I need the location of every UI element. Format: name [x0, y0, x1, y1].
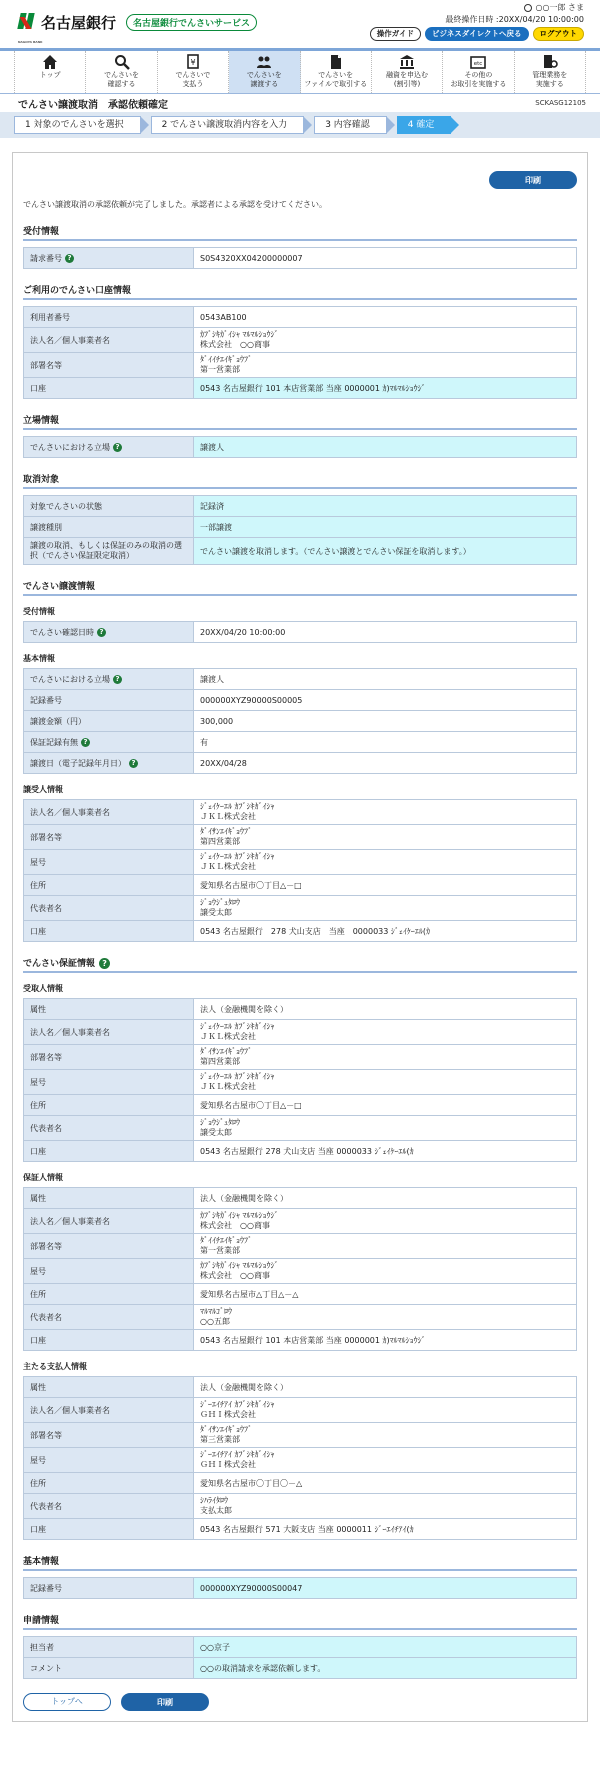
user-name: ○○一郎 さま: [535, 3, 584, 12]
table-cell: 代表者名: [24, 1494, 194, 1519]
section-reception: 受付情報: [23, 224, 577, 241]
screen-id: SCKASG12105: [535, 99, 586, 107]
table-cell: 代表者名: [24, 1116, 194, 1141]
table-row: [24, 1259, 577, 1284]
nav-transfer[interactable]: [229, 51, 300, 93]
table-row: [24, 1398, 577, 1423]
nav-top[interactable]: [14, 51, 86, 93]
print-button-bottom[interactable]: 印刷: [121, 1693, 209, 1711]
table-row: [24, 1070, 577, 1095]
table-cell: 000000XYZ90000S00047: [194, 1578, 577, 1599]
cancel-table: [23, 495, 577, 565]
section-cancel-target: 取消対象: [23, 472, 577, 489]
bank-logo[interactable]: [18, 12, 257, 44]
table-row: [24, 1494, 577, 1519]
table-row: [24, 896, 577, 921]
text-label: 第三営業部: [200, 1435, 240, 1444]
table-cell: 20XX/04/20 10:00:00: [194, 622, 577, 643]
table-cell: 屋号: [24, 1070, 194, 1095]
people-icon: [256, 54, 272, 70]
table-cell: 20XX/04/28: [194, 753, 577, 774]
help-icon[interactable]: ?: [113, 443, 122, 452]
table-row: [24, 517, 577, 538]
text-label: 譲渡する: [250, 80, 279, 88]
guide-button[interactable]: 操作ガイド: [370, 27, 421, 41]
section-basic: 基本情報: [23, 1554, 577, 1571]
position-table: [23, 436, 577, 458]
text-label: ＪＫＬ株式会社: [200, 862, 256, 871]
text-label: 株式会社 ○○商事: [200, 340, 270, 349]
table-cell: 法人名／個人事業者名: [24, 1020, 194, 1045]
nav-label: でんさいを: [318, 71, 354, 79]
table-cell: 記録済: [194, 496, 577, 517]
table-row: [24, 690, 577, 711]
table-cell: 譲渡の取消、もしくは保証のみの取消の選択（でんさい保証限定取消）: [24, 538, 194, 565]
table-cell: 代表者名: [24, 1305, 194, 1330]
text-label: ｼﾞｪｲｹｰｴﾙ ｶﾌﾞｼｷｶﾞｲｼｬ: [200, 1072, 275, 1081]
text-label: ﾀﾞｲｻﾝｴｲｷﾞｮｳﾌﾞ: [200, 827, 252, 836]
table-cell: 0543 名古屋銀行 571 大阪支店 当座 0000011 ｼﾞｰｴｲﾁｱｲ(ｶ: [194, 1519, 577, 1540]
table-cell: 担当者: [24, 1637, 194, 1658]
table-cell: 愛知県名古屋市△丁目△－△: [194, 1284, 577, 1305]
nav-file[interactable]: [301, 51, 372, 93]
step-1: 1 対象のでんさいを選択: [14, 116, 141, 134]
help-icon[interactable]: ?: [129, 759, 138, 768]
search-icon: [114, 54, 130, 70]
text-label: 第四営業部: [200, 837, 240, 846]
header: [0, 0, 600, 48]
basic-table: [23, 1577, 577, 1599]
step-3: 3 内容確認: [314, 116, 387, 134]
table-cell: 法人名／個人事業者名: [24, 800, 194, 825]
table-cell: 記録番号: [24, 1578, 194, 1599]
table-row: [24, 1658, 577, 1679]
text-label: ｶﾌﾞｼｷｶﾞｲｼｬ ﾏﾙﾏﾙｼｮｳｼﾞ: [200, 330, 279, 339]
completion-notice: でんさい譲渡取消の承認依頼が完了しました。承認者による承認を受けてください。: [23, 200, 327, 209]
table-row: [24, 328, 577, 353]
text-label: ｼﾞｮｳｼﾞｭﾀﾛｳ: [200, 1118, 240, 1127]
svg-text:etc: etc: [474, 61, 483, 67]
page-title: でんさい譲渡取消 承認依頼確定: [18, 99, 168, 111]
table-cell: 利用者番号: [24, 307, 194, 328]
help-icon[interactable]: ?: [65, 254, 74, 263]
table-row: [24, 1234, 577, 1259]
text-label: でんさいにおける立場: [30, 674, 110, 684]
payer-table: [23, 1376, 577, 1540]
table-cell: 0543 名古屋銀行 278 犬山支店 当座 0000033 ｼﾞｪｲｹｰｴﾙ(ｶ: [194, 1141, 577, 1162]
bank-logo-mark: [18, 13, 43, 44]
nav-label: その他の: [464, 71, 493, 79]
table-cell: 譲渡種別: [24, 517, 194, 538]
home-icon: [42, 54, 58, 70]
table-row: [24, 378, 577, 399]
table-cell: でんさい譲渡を取消します。（でんさい譲渡とでんさい保証を取消します。）: [194, 538, 577, 565]
nav-confirm[interactable]: [86, 51, 157, 93]
nav-label: でんさいで: [175, 71, 211, 79]
help-icon[interactable]: ?: [99, 958, 110, 969]
table-cell: 法人名／個人事業者名: [24, 1398, 194, 1423]
user-icon: [524, 4, 532, 12]
svg-text:¥: ¥: [190, 58, 196, 67]
table-cell: 法人名／個人事業者名: [24, 328, 194, 353]
text-label: お取引を実施する: [450, 80, 507, 88]
section-guarantee: [23, 956, 577, 973]
nav-label: でんさいを: [246, 71, 282, 79]
table-cell: 属性: [24, 1377, 194, 1398]
payment-icon: [185, 54, 201, 70]
text-label: ＧＨＩ株式会社: [200, 1410, 256, 1419]
text-label: 保証記録有無: [30, 737, 78, 747]
global-nav: [0, 48, 600, 94]
bank-icon: [399, 54, 415, 70]
section-application: 申請情報: [23, 1613, 577, 1630]
nav-label: 管理業務を: [532, 71, 568, 79]
table-row: [24, 711, 577, 732]
table-row: [24, 921, 577, 942]
text-label: 保証人情報: [23, 1173, 63, 1182]
table-cell: 住所: [24, 1473, 194, 1494]
text-label: ﾀﾞｲｲﾁｴｲｷﾞｮｳﾌﾞ: [200, 1236, 252, 1245]
text-label: ｶﾌﾞｼｷｶﾞｲｼｬ ﾏﾙﾏﾙｼｮｳｼﾞ: [200, 1211, 279, 1220]
text-label: ﾏﾙﾏﾙｺﾞﾛｳ: [200, 1307, 232, 1316]
table-cell: S0S4320XX04200000007: [194, 248, 577, 269]
table-row: [24, 999, 577, 1020]
business-direct-button[interactable]: ビジネスダイレクトへ戻る: [425, 27, 528, 41]
text-label: ﾀﾞｲｻﾝｴｲｷﾞｮｳﾌﾞ: [200, 1425, 252, 1434]
table-row: [24, 1423, 577, 1448]
table-cell: 部署名等: [24, 1423, 194, 1448]
table-cell: 0543 名古屋銀行 101 本店営業部 当座 0000001 ｶ)ﾏﾙﾏﾙｼｮｳｼﾞ: [194, 378, 577, 399]
table-row: [24, 622, 577, 643]
table-cell: 属性: [24, 1188, 194, 1209]
text-label: 支払う: [182, 80, 204, 88]
account-table: [23, 306, 577, 399]
table-cell: 部署名等: [24, 1045, 194, 1070]
table-cell: 部署名等: [24, 825, 194, 850]
table-cell: 口座: [24, 1141, 194, 1162]
table-cell: 000000XYZ90000S00005: [194, 690, 577, 711]
text-label: ﾀﾞｲｻﾝｴｲｷﾞｮｳﾌﾞ: [200, 1047, 252, 1056]
help-icon[interactable]: ?: [97, 628, 106, 637]
table-cell: 屋号: [24, 850, 194, 875]
text-label: 譲渡日（電子記録年月日）: [30, 758, 126, 768]
table-row: [24, 1209, 577, 1234]
table-row: [24, 850, 577, 875]
user-area: [445, 2, 584, 25]
table-cell: 法人名／個人事業者名: [24, 1209, 194, 1234]
table-cell: 一部譲渡: [194, 517, 577, 538]
text-label: ＪＫＬ株式会社: [200, 812, 256, 821]
text-label: (割引等): [393, 80, 421, 88]
text-label: ｶﾌﾞｼｷｶﾞｲｼｬ ﾏﾙﾏﾙｼｮｳｼﾞ: [200, 1261, 279, 1270]
table-cell: 愛知県名古屋市〇丁目△－□: [194, 875, 577, 896]
text-label: ｼﾞｰｴｲﾁｱｲ ｶﾌﾞｼｷｶﾞｲｼｬ: [200, 1400, 275, 1409]
transfer-basic-table: [23, 668, 577, 774]
section-account: ご利用のでんさい口座情報: [23, 283, 577, 300]
nav-other[interactable]: [443, 51, 514, 93]
table-cell: 0543 名古屋銀行 101 本店営業部 当座 0000001 ｶ)ﾏﾙﾏﾙｼｮｳｼﾞ: [194, 1330, 577, 1351]
table-cell: 譲渡人: [194, 669, 577, 690]
text-label: でんさいにおける立場: [30, 442, 110, 452]
table-row: [24, 1448, 577, 1473]
table-row: [24, 1095, 577, 1116]
text-label: でんさい確認日時: [30, 627, 94, 637]
table-row: [24, 669, 577, 690]
application-table: [23, 1636, 577, 1679]
etc-icon: [470, 54, 486, 70]
table-cell: 愛知県名古屋市〇丁目〇－△: [194, 1473, 577, 1494]
nav-label: でんさいを: [104, 71, 140, 79]
table-row: [24, 1473, 577, 1494]
step-4: 4 確定: [397, 116, 452, 134]
table-cell: 部署名等: [24, 1234, 194, 1259]
last-login: 最終操作日時 :20XX/04/20 10:00:00: [445, 15, 584, 24]
table-row: [24, 1637, 577, 1658]
table-row: [24, 353, 577, 378]
text-label: 第一営業部: [200, 365, 240, 374]
table-cell: 有: [194, 732, 577, 753]
table-cell: 譲渡人: [194, 437, 577, 458]
table-cell: 0543AB100: [194, 307, 577, 328]
logo-sub: NAGOYA BANK: [18, 39, 43, 44]
text-label: でんさい保証情報: [23, 959, 96, 969]
table-cell: ○○の取消請求を承認依頼します。: [194, 1658, 577, 1679]
file-icon: [328, 54, 344, 70]
text-label: ｼﾞｪｲｹｰｴﾙ ｶﾌﾞｼｷｶﾞｲｼｬ: [200, 802, 275, 811]
text-label: ｼﾞｪｲｹｰｴﾙ ｶﾌﾞｼｷｶﾞｲｼｬ: [200, 1022, 275, 1031]
table-row: [24, 800, 577, 825]
admin-icon: [542, 54, 558, 70]
text-label: ＧＨＩ株式会社: [200, 1460, 256, 1469]
table-row: [24, 437, 577, 458]
table-cell: 0543 名古屋銀行 278 犬山支店 当座 0000033 ｼﾞｪｲｹｰｴﾙ(ｶ: [194, 921, 577, 942]
text-label: 譲受太郎: [200, 1128, 232, 1137]
text-label: ｼﾊﾗｲﾀﾛｳ: [200, 1496, 228, 1505]
help-icon[interactable]: ?: [113, 675, 122, 684]
text-label: ｼﾞｰｴｲﾁｱｲ ｶﾌﾞｼｷｶﾞｲｼｬ: [200, 1450, 275, 1459]
text-label: 譲受人情報: [23, 785, 63, 794]
table-row: [24, 1578, 577, 1599]
text-label: 株式会社 ○○商事: [200, 1221, 270, 1230]
table-cell: 法人（金融機関を除く）: [194, 1188, 577, 1209]
print-button-top[interactable]: 印刷: [489, 171, 577, 189]
table-row: [24, 1116, 577, 1141]
table-cell: 譲渡金額（円）: [24, 711, 194, 732]
table-row: [24, 1188, 577, 1209]
receiver-table: [23, 998, 577, 1162]
text-label: ｼﾞｮｳｼﾞｭﾀﾛｳ: [200, 898, 240, 907]
text-label: 株式会社 ○○商事: [200, 1271, 270, 1280]
step-2: 2 でんさい譲渡取消内容を入力: [151, 116, 305, 134]
table-cell: 住所: [24, 875, 194, 896]
table-cell: 法人（金融機関を除く）: [194, 1377, 577, 1398]
table-row: [24, 732, 577, 753]
table-cell: コメント: [24, 1658, 194, 1679]
section-transfer: でんさい譲渡情報: [23, 579, 577, 596]
text-label: 受付情報: [23, 607, 55, 616]
table-row: [24, 1045, 577, 1070]
table-row: [24, 875, 577, 896]
text-label: 実施する: [535, 80, 564, 88]
top-button[interactable]: トップへ: [23, 1693, 111, 1711]
table-cell: 部署名等: [24, 353, 194, 378]
table-row: [24, 1519, 577, 1540]
nav-label: 融資を申込む: [386, 71, 429, 79]
table-row: [24, 753, 577, 774]
nav-admin[interactable]: [515, 51, 586, 93]
text-label: ファイルで取引する: [304, 80, 368, 88]
table-cell: 属性: [24, 999, 194, 1020]
service-name: 名古屋銀行でんさいサービス: [126, 14, 257, 31]
text-label: 第一営業部: [200, 1246, 240, 1255]
table-cell: 代表者名: [24, 896, 194, 921]
table-cell: 住所: [24, 1284, 194, 1305]
text-label: 譲受太郎: [200, 908, 232, 917]
main-content: [12, 152, 588, 1722]
table-cell: 口座: [24, 921, 194, 942]
text-label: ＪＫＬ株式会社: [200, 1032, 256, 1041]
text-label: 請求番号: [30, 253, 62, 263]
table-cell: 法人（金融機関を除く）: [194, 999, 577, 1020]
text-label: 基本情報: [23, 654, 55, 663]
step-indicator: [0, 112, 600, 138]
table-row: [24, 1284, 577, 1305]
table-cell: 口座: [24, 378, 194, 399]
nav-pay[interactable]: [158, 51, 229, 93]
table-cell: 住所: [24, 1095, 194, 1116]
table-cell: 屋号: [24, 1259, 194, 1284]
text-label: ○○五郎: [200, 1317, 230, 1326]
table-row: [24, 307, 577, 328]
table-row: [24, 538, 577, 565]
text-label: 確認する: [107, 80, 136, 88]
transfer-reception-table: [23, 621, 577, 643]
text-label: ＪＫＬ株式会社: [200, 1082, 256, 1091]
nav-label: トップ: [39, 71, 61, 79]
table-cell: 口座: [24, 1519, 194, 1540]
table-row: [24, 496, 577, 517]
table-row: [24, 248, 577, 269]
help-icon[interactable]: ?: [81, 738, 90, 747]
table-cell: 記録番号: [24, 690, 194, 711]
bank-name: 名古屋銀行: [41, 14, 117, 32]
guarantor-table: [23, 1187, 577, 1351]
table-row: [24, 1020, 577, 1045]
text-label: ｼﾞｪｲｹｰｴﾙ ｶﾌﾞｼｷｶﾞｲｼｬ: [200, 852, 275, 861]
table-row: [24, 825, 577, 850]
table-row: [24, 1330, 577, 1351]
grantee-table: [23, 799, 577, 942]
table-row: [24, 1377, 577, 1398]
text-label: 受取人情報: [23, 984, 63, 993]
text-label: 支払太郎: [200, 1506, 232, 1515]
text-label: 第四営業部: [200, 1057, 240, 1066]
table-cell: 口座: [24, 1330, 194, 1351]
table-row: [24, 1141, 577, 1162]
table-cell: ○○京子: [194, 1637, 577, 1658]
table-cell: 300,000: [194, 711, 577, 732]
text-label: ﾀﾞｲｲﾁｴｲｷﾞｮｳﾌﾞ: [200, 355, 252, 364]
section-position: 立場情報: [23, 413, 577, 430]
table-row: [24, 1305, 577, 1330]
table-cell: 愛知県名古屋市〇丁目△－□: [194, 1095, 577, 1116]
table-cell: 屋号: [24, 1448, 194, 1473]
table-cell: 対象でんさいの状態: [24, 496, 194, 517]
nav-loan[interactable]: [372, 51, 443, 93]
logout-button[interactable]: ログアウト: [533, 27, 585, 41]
reception-table: [23, 247, 577, 269]
text-label: 主たる支払人情報: [23, 1362, 87, 1371]
